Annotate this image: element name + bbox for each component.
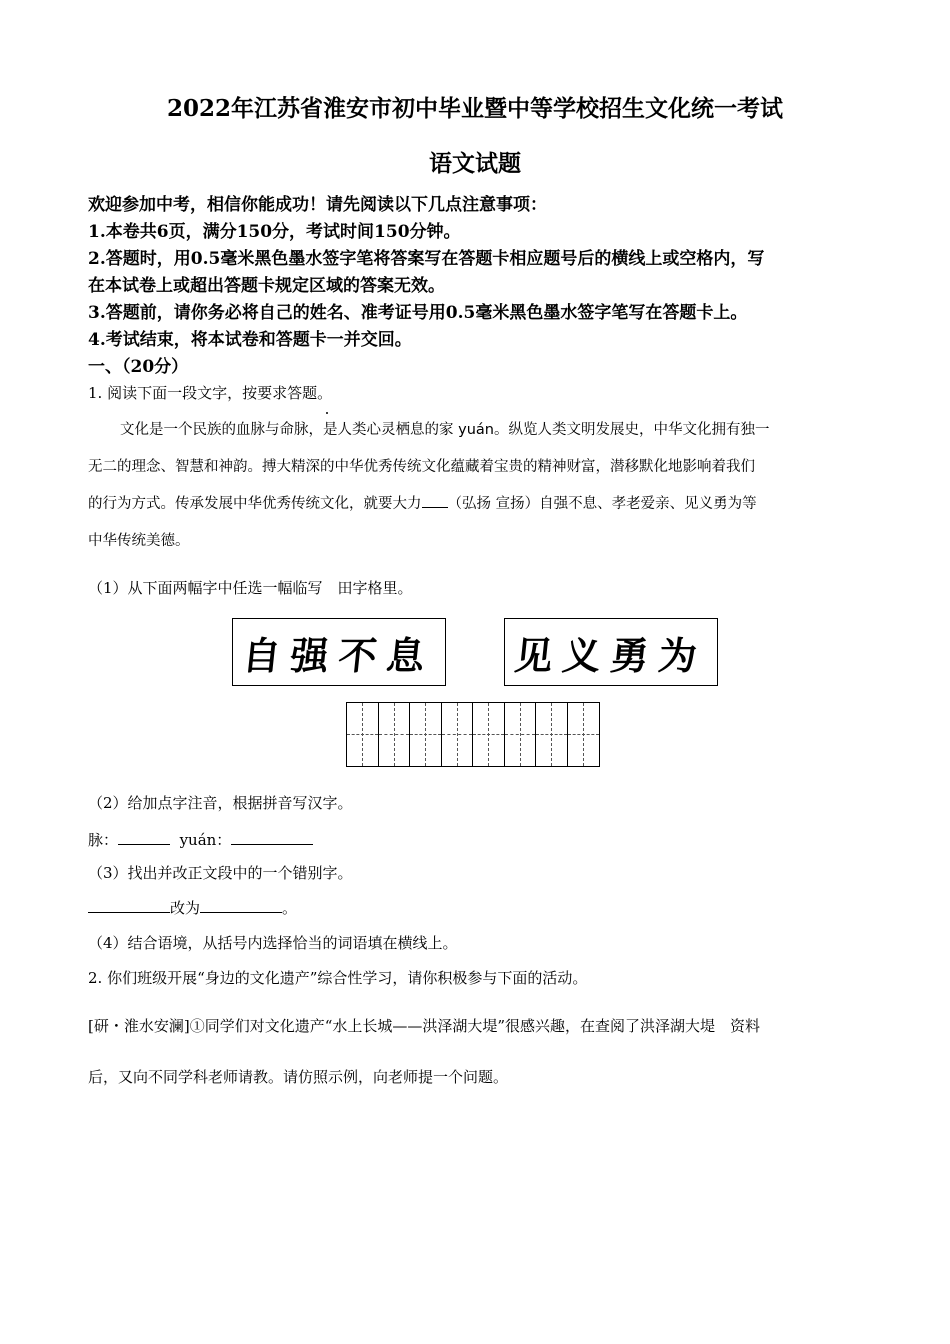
grid-cell[interactable] xyxy=(536,703,568,766)
notice-item: 1.本卷共6页，满分150分，考试时间150分钟。 xyxy=(88,222,461,242)
passage-text: 的行为方式。传承发展中华优秀传统文化，就要大力 xyxy=(88,496,422,512)
notice-item: 2.答题时，用0.5毫米黑色墨水签字笔将答案写在答题卡相应题号后的横线上或空格内，写 xyxy=(88,249,765,269)
notice-intro: 欢迎参加中考，相信你能成功！请先阅读以下几点注意事项： xyxy=(88,195,547,215)
tian-zi-grid[interactable] xyxy=(346,702,600,767)
label: 脉： xyxy=(88,831,119,849)
passage-text: （弘扬 宣扬）自强不息、孝老爱亲、见义勇为等 xyxy=(447,496,757,512)
exam-title: 2022年江苏省淮安市初中毕业暨中等学校招生文化统一考试 xyxy=(166,95,783,122)
answer-blank[interactable] xyxy=(231,830,313,845)
question-2-stem: 2. 你们班级开展“身边的文化遗产”综合性学习，请你积极参与下面的活动。 xyxy=(88,969,588,987)
grid-cell[interactable] xyxy=(442,703,473,766)
calligraphy-text: 自强不息 xyxy=(240,632,438,678)
subquestion-2: （2）给加点字注音，根据拼音写汉字。 xyxy=(88,794,353,812)
notice-item: 3.答题前，请你务必将自己的姓名、准考证号用0.5毫米黑色墨水签字笔写在答题卡上。 xyxy=(88,303,748,323)
question-2-line: 后，又向不同学科老师请教。请仿照示例，向老师提一个问题。 xyxy=(88,1068,509,1086)
grid-cell[interactable] xyxy=(410,703,442,766)
question-1-stem: 1. 阅读下面一段文字，按要求答题。 xyxy=(88,384,333,402)
subquestion-4: （4）结合语境，从括号内选择恰当的词语填在横线上。 xyxy=(88,934,458,952)
answer-blank[interactable] xyxy=(88,898,170,913)
answer-blank[interactable] xyxy=(200,898,282,913)
subquestion-1: （1）从下面两幅字中任选一幅临写 田字格里。 xyxy=(88,579,413,597)
grid-cell[interactable] xyxy=(379,703,410,766)
passage-line: 中华传统美德。 xyxy=(88,533,190,549)
exam-subtitle: 语文试题 xyxy=(429,150,521,177)
calligraphy-sample-2 xyxy=(504,618,718,686)
passage-line: 无二的理念、智慧和神韵。搏大精深的中华优秀传统文化蕴藏着宝贵的精神财富，潜移默化地影响着我们 xyxy=(88,459,755,475)
notice-item: 4.考试结束，将本试卷和答题卡一并交回。 xyxy=(88,330,412,350)
grid-cell[interactable] xyxy=(473,703,505,766)
calligraphy-text: 见义勇为 xyxy=(512,632,710,678)
emphasis-dot xyxy=(326,412,328,414)
subquestion-2-answer xyxy=(88,829,313,850)
grid-cell[interactable] xyxy=(505,703,536,766)
notice-item: 在本试卷上或超出答题卡规定区域的答案无效。 xyxy=(88,276,445,296)
label: yuán： xyxy=(179,831,232,849)
answer-blank[interactable] xyxy=(422,493,448,508)
grid-cell[interactable] xyxy=(347,703,379,766)
question-2-line: [研・淮水安澜]①同学们对文化遗产“水上长城——洪泽湖大堤”很感兴趣，在查阅了洪泽湖大堤 资料 xyxy=(88,1017,761,1035)
section-heading: 一、（20分） xyxy=(88,357,189,377)
label: 。 xyxy=(282,899,298,917)
grid-cell[interactable] xyxy=(568,703,599,766)
label: 改为 xyxy=(170,899,201,917)
passage-line: 文化是一个民族的血脉与命脉，是人类心灵栖息的家 yuán。纵览人类文明发展史，中华文化拥有独一 xyxy=(120,422,770,438)
subquestion-3: （3）找出并改正文段中的一个错别字。 xyxy=(88,864,353,882)
answer-blank[interactable] xyxy=(118,830,170,845)
subquestion-3-answer xyxy=(88,897,297,918)
calligraphy-sample-1 xyxy=(232,618,446,686)
passage-line-with-blank xyxy=(88,492,757,513)
